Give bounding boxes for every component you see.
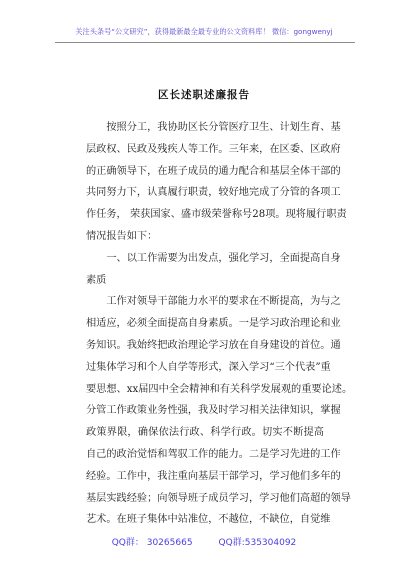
body-line: 基层实践经验；向领导班子成员学习，学习他们高超的领导 — [86, 492, 351, 504]
body-line: 自己的政治觉悟和驾驭工作的能力。二是学习先进的工作 — [86, 448, 341, 460]
body-line: 政策界限，确保依法行政、科学行政。切实不断提高 — [86, 427, 324, 439]
body-line: 作任务， 荣获国家、盛市级荣誉称号28项。现将履行职责 — [86, 209, 347, 221]
body-line: 共同努力下，认真履行职责，较好地完成了分管的各项工 — [86, 187, 341, 199]
body-line: 经验。工作中，我注重向基层干部学习，学习他们多年的 — [86, 470, 341, 482]
section-heading-line: 一、以工作需要为出发点，强化学习，全面提高自身 — [86, 252, 341, 264]
footer-qq-group-1: QQ群： 30265665 — [111, 538, 193, 548]
document-title: 区长述职述廉报告 — [158, 89, 250, 101]
body-line: 的正确领导下，在班子成员的通力配合和基层全体干部的 — [86, 165, 341, 177]
body-line: 按照分工，我协助区长分管医疗卫生、计划生育、基 — [86, 122, 341, 133]
body-line: 艺术。在班子集体中站准位，不越位，不缺位，自觉维 — [86, 514, 331, 526]
body-line: 务知识。我始终把政治理论学习放在自身建设的首位。通 — [86, 339, 341, 351]
footer-contact — [0, 535, 408, 548]
document-body — [86, 117, 353, 531]
body-line: 相适应，必须全面提高自身素质。一是学习政治理论和业 — [86, 318, 341, 330]
body-line: 分管工作政策业务性强，我及时学习相关法律知识，掌握 — [86, 405, 341, 417]
header-divider — [55, 42, 355, 43]
body-line: 过集体学习和个人自学等形式，深入学习“三个代表”重 — [86, 361, 331, 373]
body-line: 工作对领导干部能力水平的要求在不断提高，为与之 — [86, 296, 341, 308]
body-line: 要思想、xx届四中全会精神和有关科学发展观的重要论述。 — [86, 383, 353, 395]
footer-qq-group-2: QQ群:535304092 — [218, 538, 297, 548]
body-line: 情况报告如下： — [86, 230, 158, 242]
promo-header-text: 关注头条号“公文研究”，获得最新最全最专业的公文资料库！ 微信：gongwenyj — [75, 27, 333, 36]
section-heading-line: 素质 — [86, 274, 107, 286]
body-line: 层政权、民政及残疾人等工作。三年来，在区委、区政府 — [86, 143, 341, 155]
